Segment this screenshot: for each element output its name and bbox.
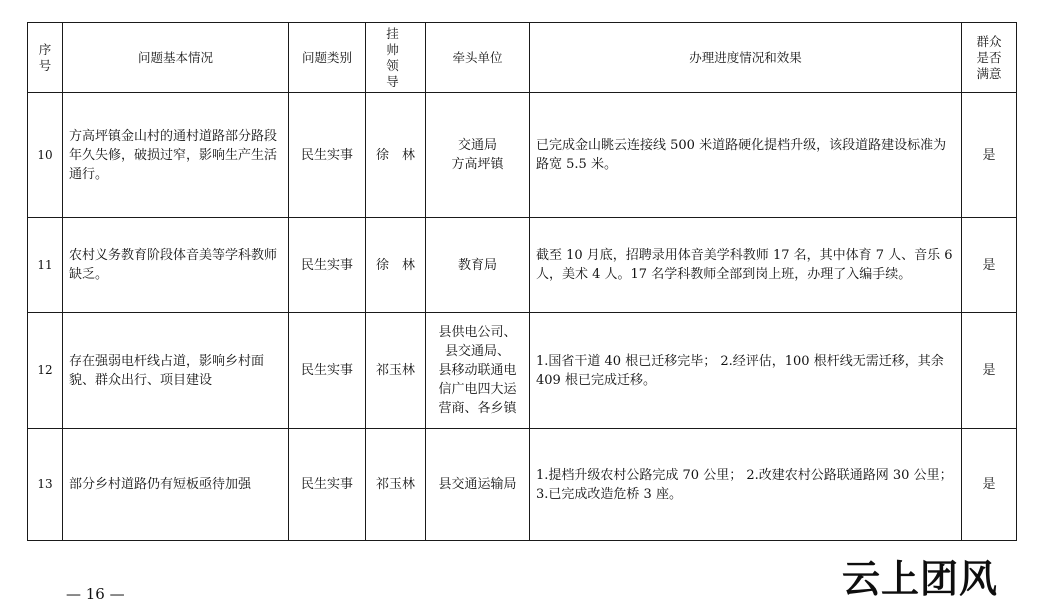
header-row — [28, 23, 1017, 93]
row-category: 民生实事 — [289, 313, 366, 429]
row-seq: 10 — [28, 93, 63, 218]
table-row — [28, 93, 1017, 218]
row-unit: 县供电公司、 县交通局、 县移动联通电 信广电四大运 营商、各乡镇 — [426, 313, 530, 429]
row-desc: 方高坪镇金山村的通村道路部分路段年久失修，破损过窄，影响生产生活通行。 — [63, 93, 289, 218]
header-satisfied: 群众是否满意 — [962, 23, 1017, 93]
row-leader: 祁玉林 — [366, 429, 426, 541]
row-unit: 县交通运输局 — [426, 429, 530, 541]
row-category: 民生实事 — [289, 93, 366, 218]
table-row — [28, 218, 1017, 313]
page-number: — 16 — — [66, 585, 125, 603]
row-progress: 已完成金山眺云连接线 500 米道路硬化提档升级，该段道路建设标准为路宽 5.5 米。 — [530, 93, 962, 218]
header-desc: 问题基本情况 — [63, 23, 289, 93]
table-row — [28, 429, 1017, 541]
row-unit: 交通局 方高坪镇 — [426, 93, 530, 218]
header-unit: 牵头单位 — [426, 23, 530, 93]
row-leader: 徐 林 — [366, 218, 426, 313]
row-category: 民生实事 — [289, 218, 366, 313]
row-satisfied: 是 — [962, 313, 1017, 429]
row-desc: 部分乡村道路仍有短板亟待加强 — [63, 429, 289, 541]
watermark-logo-text: 云上团风 — [842, 556, 999, 601]
row-satisfied: 是 — [962, 429, 1017, 541]
row-category: 民生实事 — [289, 429, 366, 541]
header-seq: 序号 — [28, 23, 63, 93]
header-progress: 办理进度情况和效果 — [530, 23, 962, 93]
row-leader: 徐 林 — [366, 93, 426, 218]
row-seq: 11 — [28, 218, 63, 313]
row-seq: 12 — [28, 313, 63, 429]
row-unit: 教育局 — [426, 218, 530, 313]
row-satisfied: 是 — [962, 93, 1017, 218]
row-progress: 1.国省干道 40 根已迁移完毕； 2.经评估，100 根杆线无需迁移，其余 409 根已完成迁移。 — [530, 313, 962, 429]
row-seq: 13 — [28, 429, 63, 541]
row-leader: 祁玉林 — [366, 313, 426, 429]
header-leader: 挂帅领导 — [366, 23, 426, 93]
row-desc: 农村义务教育阶段体音美等学科教师缺乏。 — [63, 218, 289, 313]
row-desc: 存在强弱电杆线占道，影响乡村面貌、群众出行、项目建设 — [63, 313, 289, 429]
progress-table — [27, 22, 1017, 541]
table-row — [28, 313, 1017, 429]
row-progress: 截至 10 月底，招聘录用体音美学科教师 17 名，其中体育 7 人、音乐 6 人，美术 4 人。17 名学科教师全部到岗上班，办理了入编手续。 — [530, 218, 962, 313]
row-progress: 1.提档升级农村公路完成 70 公里； 2.改建农村公路联通路网 30 公里； 3.已完成改造危桥 3 座。 — [530, 429, 962, 541]
header-category: 问题类别 — [289, 23, 366, 93]
row-satisfied: 是 — [962, 218, 1017, 313]
